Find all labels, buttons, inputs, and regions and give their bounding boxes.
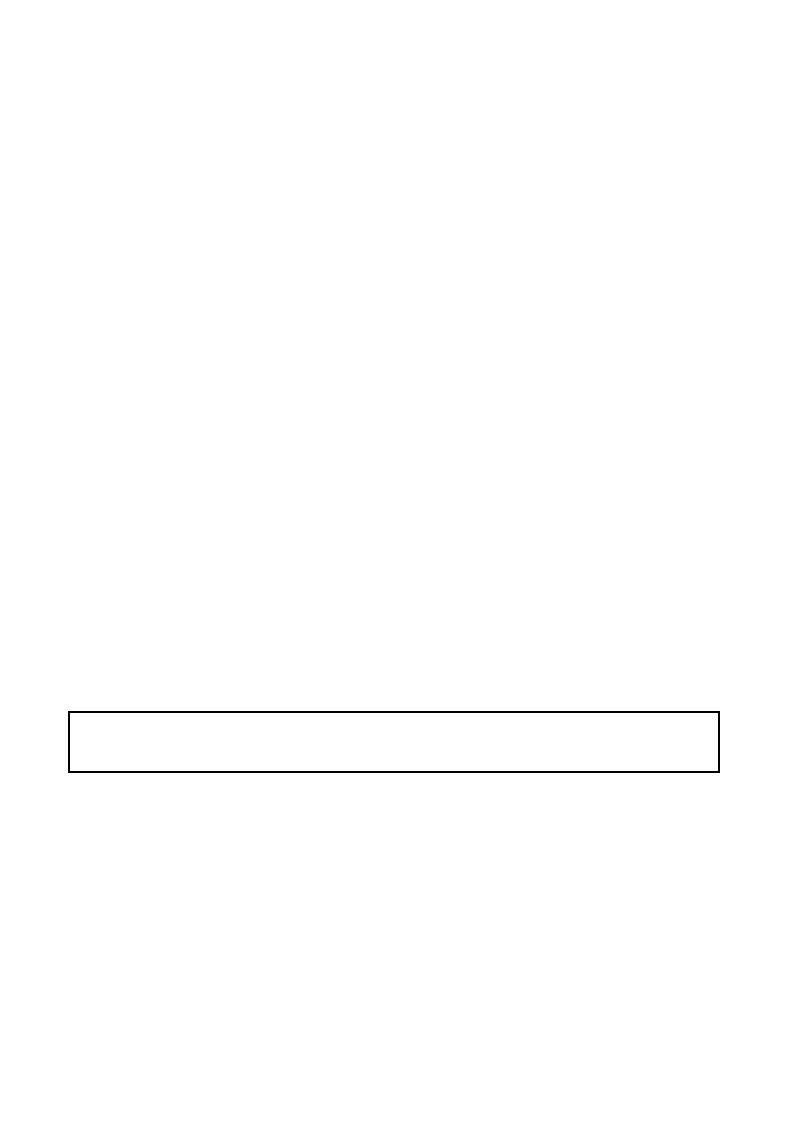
phrase-box — [68, 711, 720, 773]
